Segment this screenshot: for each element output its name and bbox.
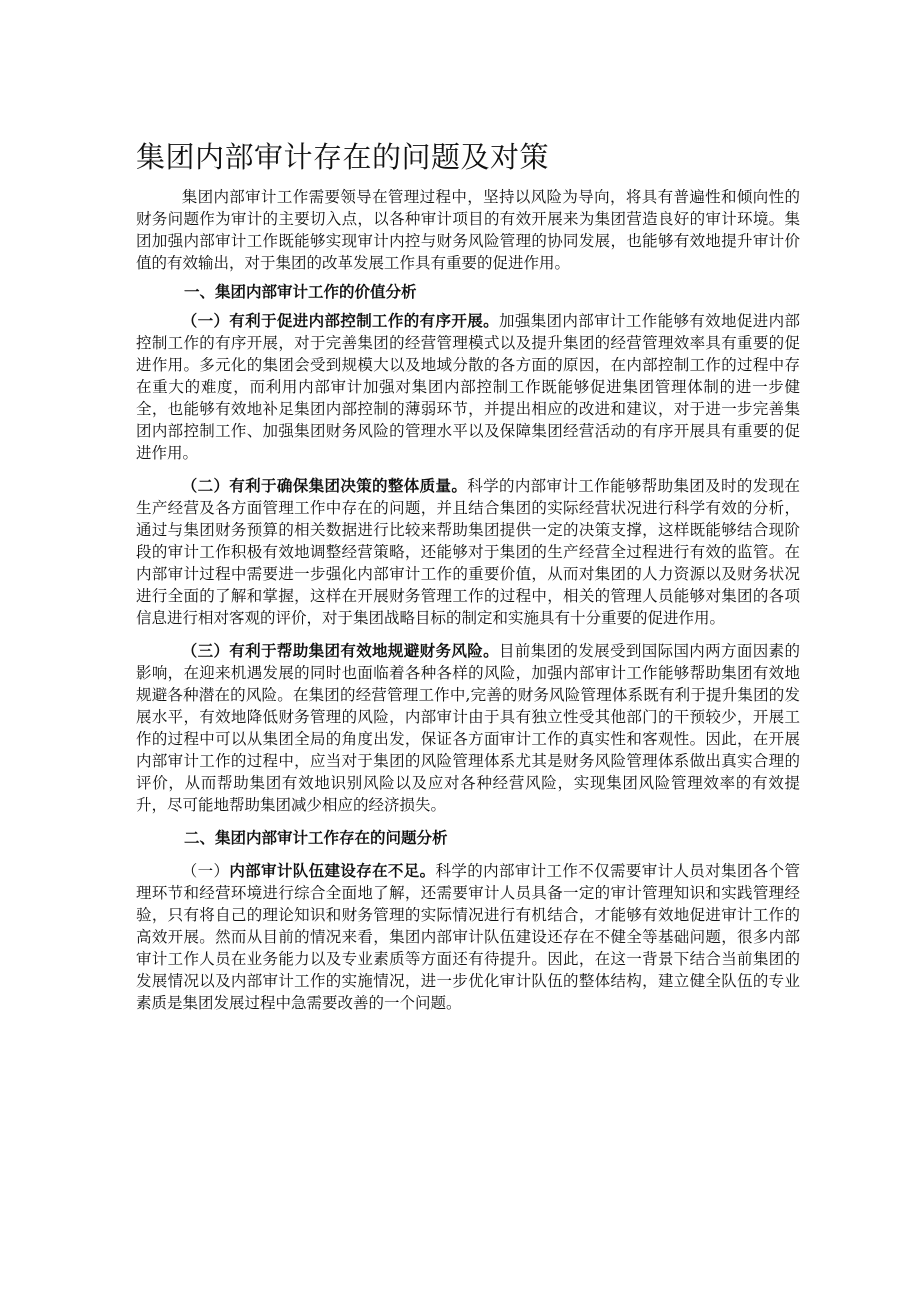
paragraph-audit-team: [136, 860, 800, 1014]
paragraph-text: 科学的内部审计工作能够帮助集团及时的发现在生产经营及各方面管理工作中存在的问题，并且结合集团的实际经营状况进行科学有效的分析，通过与集团财务预算的相关数据进行比较来帮助集团提供一定的决策支撑，这样既能够结合现阶段的审计工作积极有效地调整经营策略，还能够对于集团的生产经营全过程进行有效的监管。在内部审计过程中需要进一步强化内部审计工作的重要价值，从而对集团的人力资源以及财务状况进行全面的了解和掌握，这样在开展财务管理工作的过程中，相关的管理人员能够对集团的各项信息进行相对客观的评价，对于集团战略目标的制定和实施具有十分重要的促进作用。: [136, 477, 800, 627]
paragraph-lead-number: （一）: [181, 862, 230, 880]
paragraph-financial-risk: [136, 640, 800, 816]
paragraph-text: 加强集团内部审计工作能够有效地促进内部控制工作的有序开展，对于完善集团的经营管理模式以及提升集团的经营管理效率具有重要的促进作用。多元化的集团会受到规模大以及地域分散的各方面的原因，在内部控制工作的过程中存在重大的难度，而利用内部审计加强对集团内部控制工作既能够促进集团管理体制的进一步健全，也能够有效地补足集团内部控制的薄弱环节，并提出相应的改进和建议，对于进一步完善集团内部控制工作、加强集团财务风险的管理水平以及保障集团经营活动的有序开展具有重要的促进作用。: [136, 312, 800, 462]
paragraph-text: 科学的内部审计工作不仅需要审计人员对集团各个管理环节和经营环境进行综合全面地了解，还需要审计人员具备一定的审计管理知识和实践管理经验，只有将自己的理论知识和财务管理的实际情况进行有机结合，才能够有效地促进审计工作的高效开展。然而从目前的情况来看，集团内部审计队伍建设还存在不健全等基础问题，很多内部审计工作人员在业务能力以及专业素质等方面还有待提升。因此，在这一背景下结合当前集团的发展情况以及内部审计工作的实施情况，进一步优化审计队伍的整体结构，建立健全队伍的专业素质是集团发展过程中急需要改善的一个问题。: [136, 862, 800, 1012]
paragraph-lead: （二）有利于确保集团决策的整体质量。: [181, 476, 468, 495]
paragraph-lead: （一）有利于促进内部控制工作的有序开展。: [181, 311, 499, 330]
document-body: [136, 186, 800, 1014]
document-title: 集团内部审计存在的问题及对策: [136, 140, 550, 174]
section-heading-value-analysis: 一、集团内部审计工作的价值分析: [184, 282, 417, 301]
paragraph-lead: 内部审计队伍建设存在不足。: [229, 861, 436, 880]
section-heading-problem-analysis: 二、集团内部审计工作存在的问题分析: [184, 828, 448, 847]
paragraph-text: 目前集团的发展受到国际国内两方面因素的影响，在迎来机遇发展的同时也面临着各种各样的风险，加强内部审计工作能够帮助集团有效地规避各种潜在的风险。在集团的经营管理工作中,完善的财务风险管理体系既有利于提升集团的发展水平，有效地降低财务管理的风险，内部审计由于具有独立性受其他部门的干预较少，开展工作的过程中可以从集团全局的角度出发，保证各方面审计工作的真实性和客观性。因此，在开展内部审计工作的过程中，应当对于集团的风险管理体系尤其是财务风险管理体系做出真实合理的评价，从而帮助集团有效地识别风险以及应对各种经营风险，实现集团风险管理效率的有效提升，尽可能地帮助集团减少相应的经济损失。: [136, 642, 800, 814]
paragraph-internal-control: [136, 310, 800, 464]
paragraph-lead: （三）有利于帮助集团有效地规避财务风险。: [181, 641, 499, 660]
paragraph-decision-quality: [136, 475, 800, 629]
intro-paragraph: 集团内部审计工作需要领导在管理过程中，坚持以风险为导向，将具有普遍性和倾向性的财务问题作为审计的主要切入点，以各种审计项目的有效开展来为集团营造良好的审计环境。集团加强内部审计工作既能够实现审计内控与财务风险管理的协同发展，也能够有效地提升审计价值的有效输出，对于集团的改革发展工作具有重要的促进作用。: [136, 188, 800, 272]
